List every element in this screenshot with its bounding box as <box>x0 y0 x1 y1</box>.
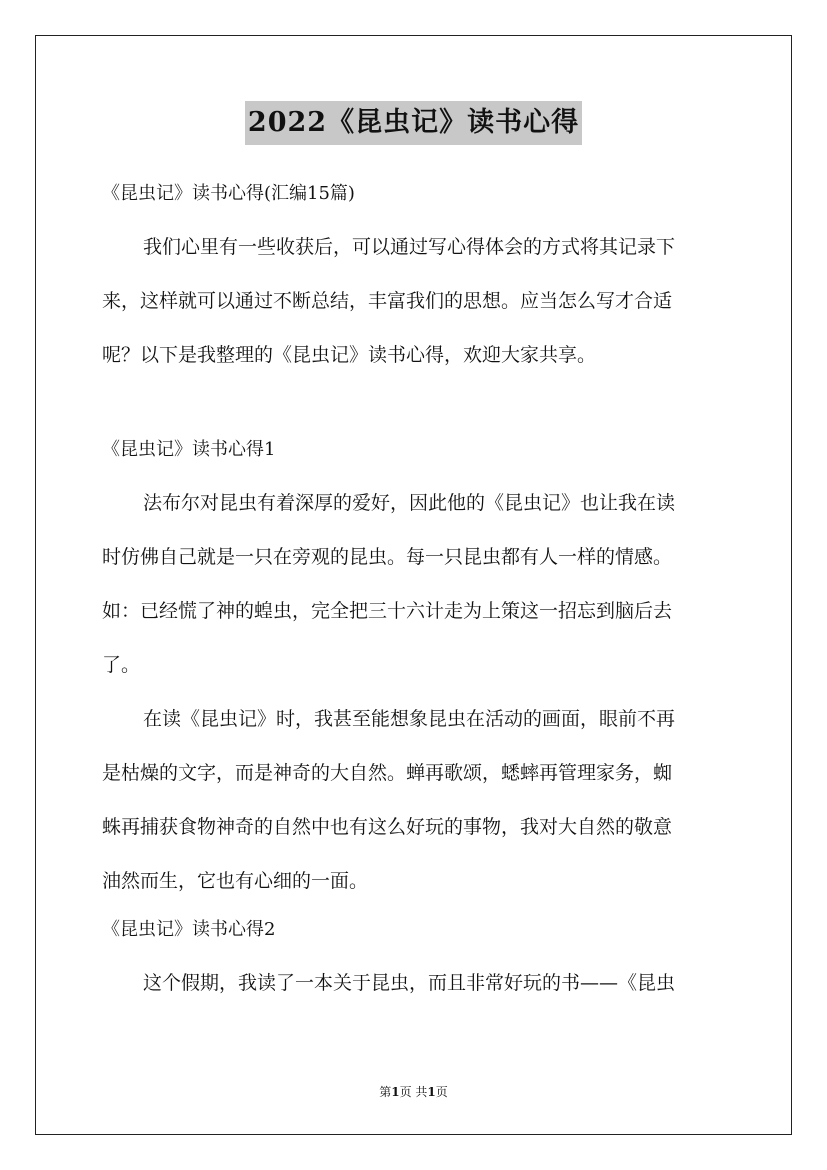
document-subtitle: 《昆虫记》读书心得(汇编15篇) <box>102 183 355 204</box>
footer-mid: 页 共 <box>399 1085 428 1099</box>
footer-page-current: 1 <box>391 1085 400 1099</box>
paragraph-line: 蛛再捕获食物神奇的自然中也有这么好玩的事物，我对大自然的敬意 <box>102 816 673 838</box>
footer-suffix: 页 <box>435 1085 448 1099</box>
paragraph-line: 法布尔对昆虫有着深厚的爱好，因此他的《昆虫记》也让我在读 <box>143 492 676 514</box>
title-block <box>0 101 827 145</box>
paragraph-line: 这个假期，我读了一本关于昆虫，而且非常好玩的书——《昆虫 <box>143 972 676 994</box>
paragraph-line: 在读《昆虫记》时，我甚至能想象昆虫在活动的画面，眼前不再 <box>143 708 676 730</box>
document-body <box>102 172 728 1010</box>
footer-prefix: 第 <box>379 1085 392 1099</box>
paragraph-line: 油然而生，它也有心细的一面。 <box>102 870 369 892</box>
section-heading-2: 《昆虫记》读书心得2 <box>102 919 276 940</box>
paragraph-line: 如：已经慌了神的蝗虫，完全把三十六计走为上策这一招忘到脑后去 <box>102 600 673 622</box>
intro-line: 来，这样就可以通过不断总结，丰富我们的思想。应当怎么写才合适 <box>102 290 673 312</box>
paragraph-line: 是枯燥的文字，而是神奇的大自然。蝉再歌颂，蟋蟀再管理家务，蜘 <box>102 762 673 784</box>
document-title: 2022《昆虫记》读书心得 <box>245 101 582 145</box>
paragraph-line: 时仿佛自己就是一只在旁观的昆虫。每一只昆虫都有人一样的情感。 <box>102 546 673 568</box>
intro-line: 呢？以下是我整理的《昆虫记》读书心得，欢迎大家共享。 <box>102 344 597 366</box>
intro-line: 我们心里有一些收获后，可以通过写心得体会的方式将其记录下 <box>143 236 676 258</box>
paragraph-line: 了。 <box>102 654 141 676</box>
section-heading-1: 《昆虫记》读书心得1 <box>102 439 276 460</box>
footer-page-total: 1 <box>427 1085 436 1099</box>
page-footer <box>0 1082 827 1102</box>
